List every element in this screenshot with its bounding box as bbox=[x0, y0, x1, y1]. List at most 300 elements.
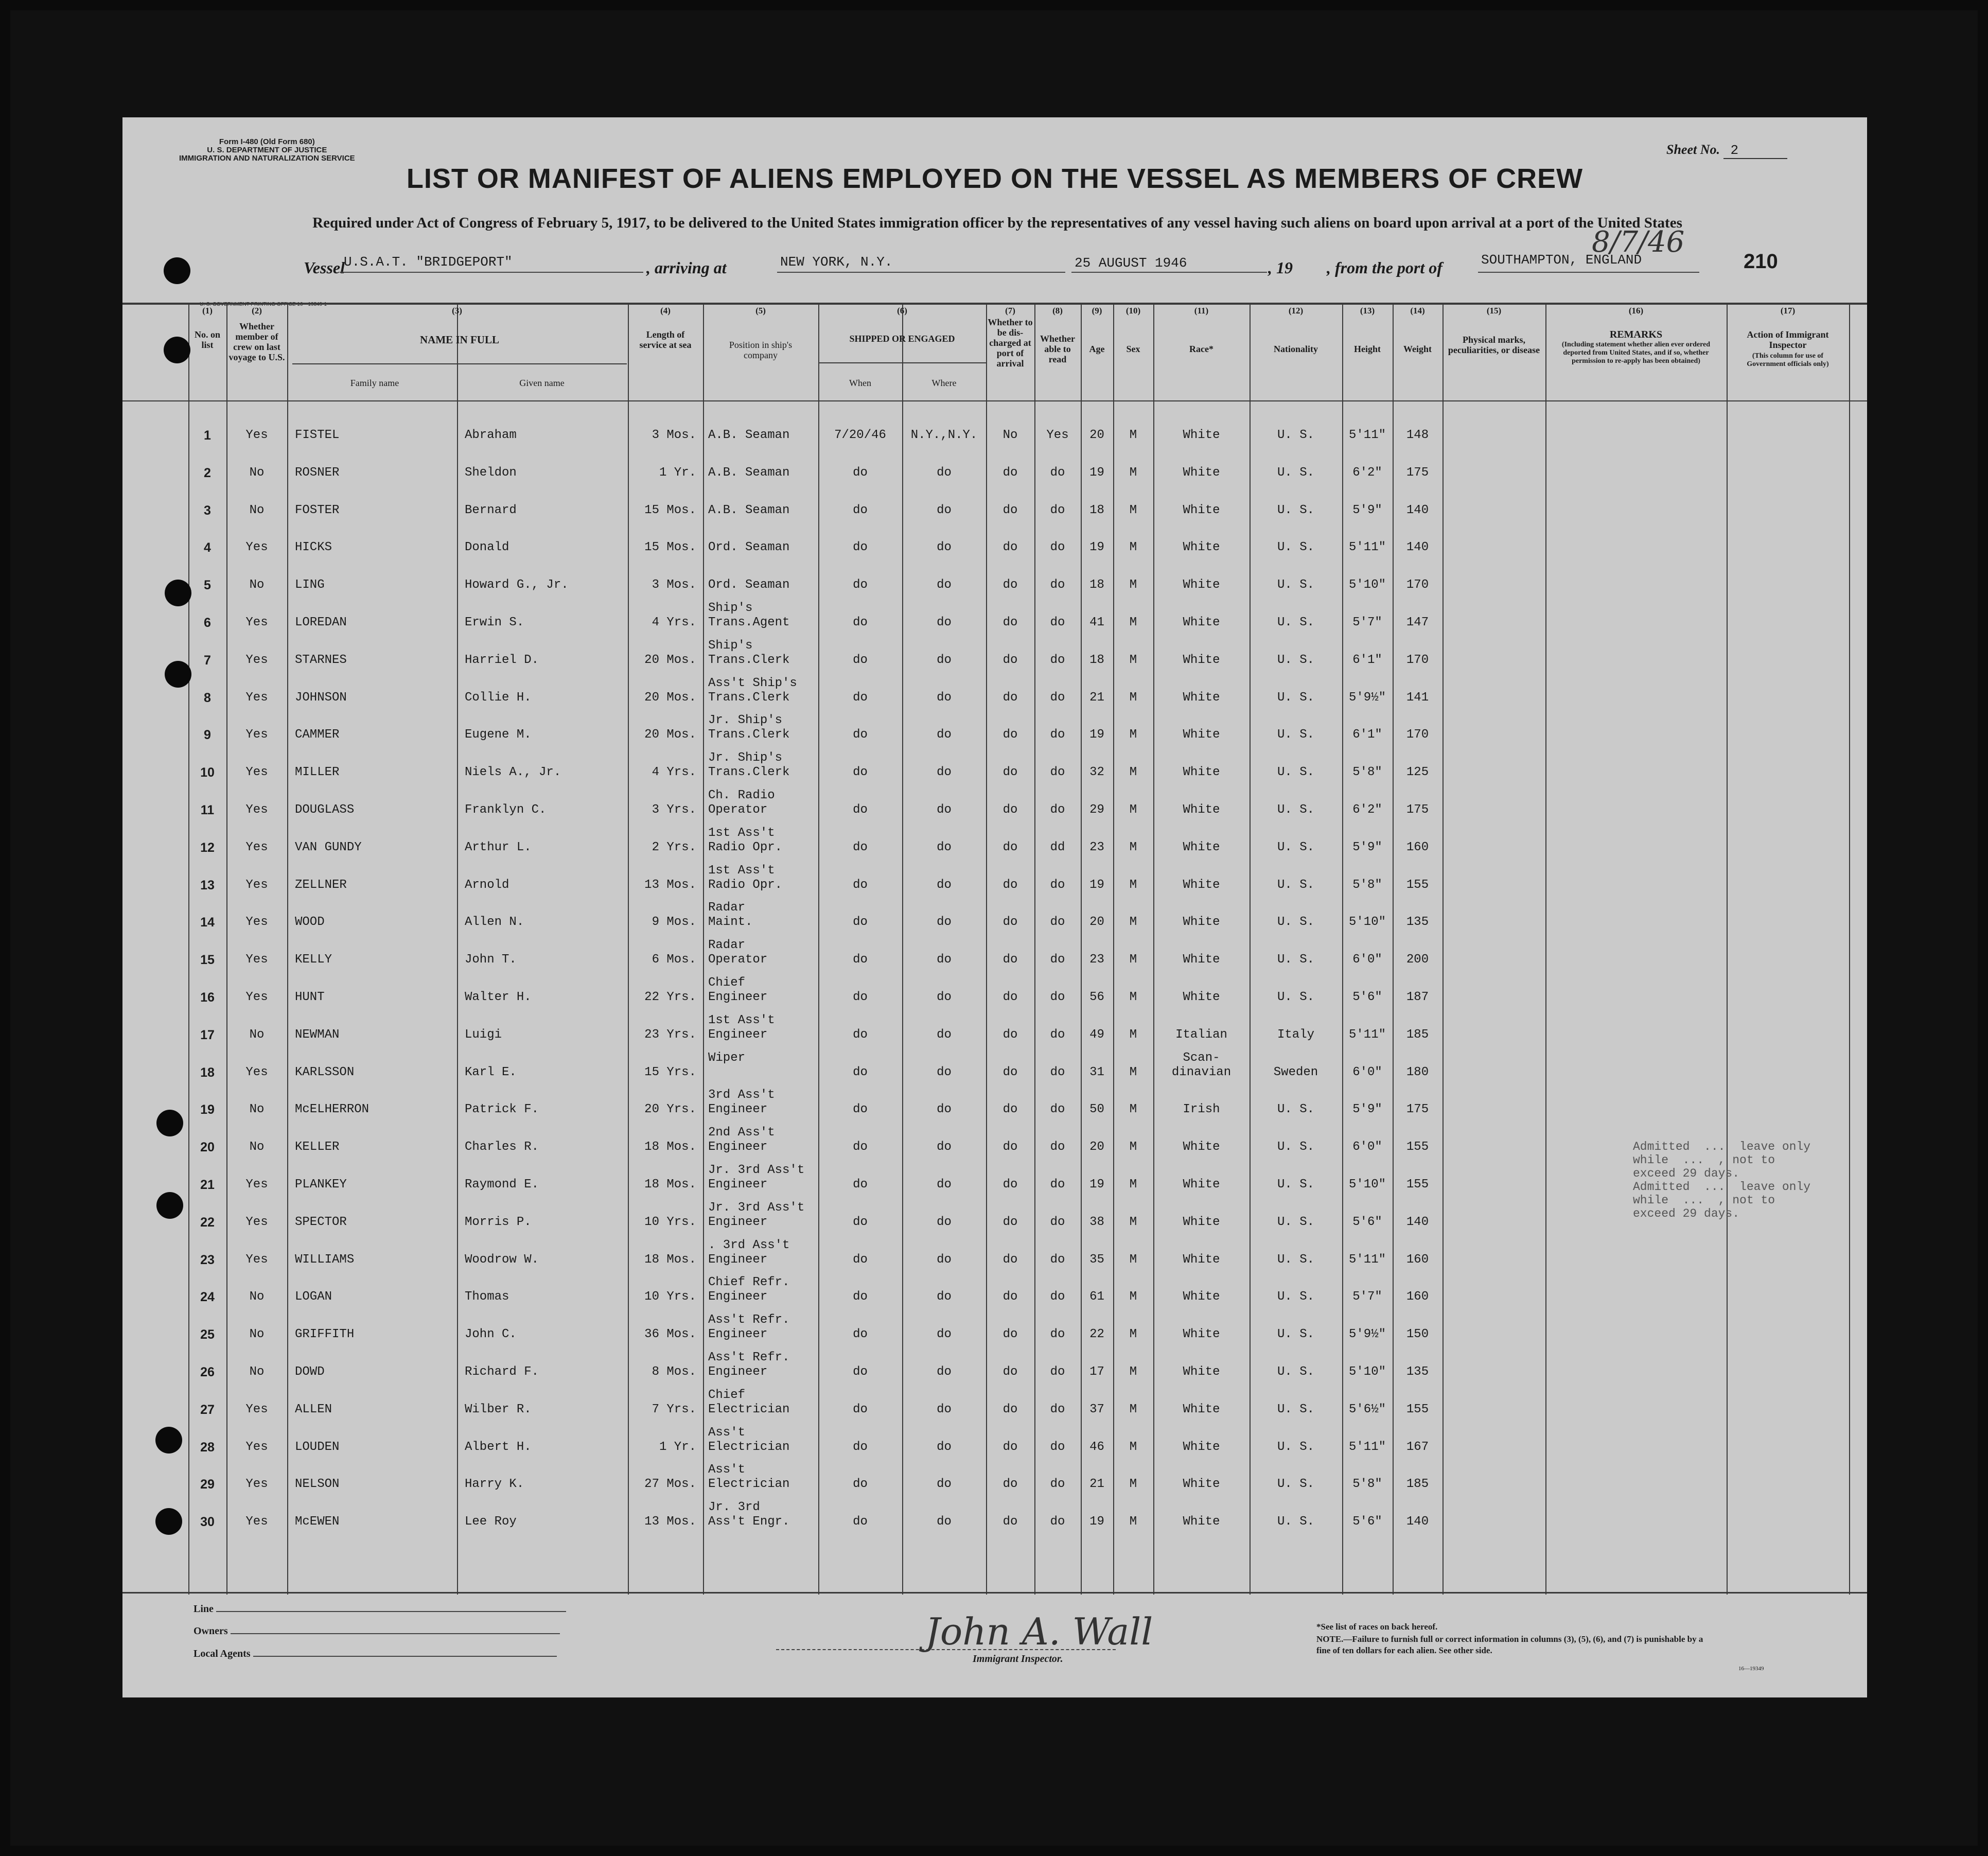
height: 5'6" bbox=[1352, 1515, 1382, 1529]
height: 5'7" bbox=[1352, 1290, 1382, 1304]
given-name: Raymond E. bbox=[465, 1178, 539, 1192]
height: 6'0" bbox=[1352, 953, 1382, 967]
discharged: do bbox=[1002, 953, 1018, 967]
shipped-when: do bbox=[853, 465, 868, 480]
given-name: Patrick F. bbox=[465, 1102, 539, 1117]
able-to-read: do bbox=[1050, 540, 1065, 555]
table-row bbox=[122, 1088, 1867, 1125]
shipped-when: do bbox=[853, 765, 868, 780]
row-number: 14 bbox=[200, 915, 215, 930]
col-head-action: Action of Immigrant Inspector bbox=[1747, 329, 1829, 350]
race-line2: Italian bbox=[1175, 1027, 1227, 1042]
nationality: U. S. bbox=[1277, 503, 1314, 517]
race-line2: White bbox=[1183, 1327, 1220, 1342]
able-to-read: do bbox=[1050, 1290, 1065, 1304]
age: 19 bbox=[1089, 1178, 1104, 1192]
race-line2: Irish bbox=[1183, 1102, 1220, 1117]
given-name: Richard F. bbox=[465, 1365, 539, 1379]
position-line2: Engineer bbox=[708, 990, 768, 1004]
age: 41 bbox=[1089, 616, 1104, 629]
service-length: 18 Mos. bbox=[644, 1252, 696, 1267]
shipped-where: do bbox=[937, 465, 952, 480]
table-row bbox=[122, 938, 1867, 975]
col-head-no: No. on list bbox=[194, 329, 220, 350]
position-line2: Engineer bbox=[708, 1215, 768, 1229]
service-length: 22 Yrs. bbox=[644, 990, 696, 1004]
position-line2: Ord. Seaman bbox=[708, 578, 790, 592]
table-row bbox=[122, 451, 1867, 488]
able-to-read: do bbox=[1050, 1365, 1065, 1379]
given-name: Lee Roy bbox=[465, 1515, 517, 1529]
nationality: U. S. bbox=[1277, 653, 1314, 667]
page-title: LIST OR MANIFEST OF ALIENS EMPLOYED ON THE VESSEL AS MEMBERS OF CREW bbox=[406, 163, 1584, 194]
height: 5'11" bbox=[1348, 1027, 1386, 1042]
nationality: U. S. bbox=[1277, 953, 1314, 967]
position-line1: Radar bbox=[708, 901, 746, 915]
col-num-14: (14) bbox=[1410, 306, 1425, 316]
col-head-height: Height bbox=[1354, 344, 1381, 354]
sheet-value: 2 bbox=[1723, 143, 1787, 159]
position-line1: 1st Ass't bbox=[708, 826, 775, 840]
punch-hole bbox=[156, 1110, 183, 1136]
nationality: U. S. bbox=[1277, 616, 1314, 629]
sex: M bbox=[1129, 653, 1137, 667]
height: 5'6" bbox=[1352, 1215, 1382, 1229]
prev-voyage: No bbox=[249, 578, 265, 592]
shipped-when: do bbox=[853, 1327, 868, 1342]
form-service: IMMIGRATION AND NATURALIZATION SERVICE bbox=[179, 154, 355, 163]
height: 5'9" bbox=[1352, 1102, 1382, 1117]
height: 5'9" bbox=[1352, 503, 1382, 517]
weight: 185 bbox=[1406, 1477, 1429, 1492]
position-line1: Radar bbox=[708, 938, 746, 953]
shipped-where: do bbox=[937, 728, 952, 742]
position-line2: Engineer bbox=[708, 1327, 768, 1342]
sex: M bbox=[1129, 465, 1137, 480]
position-line1: Ship's bbox=[708, 638, 753, 653]
sex: M bbox=[1129, 1402, 1137, 1416]
position-line1: Ship's bbox=[708, 601, 753, 615]
age: 35 bbox=[1089, 1252, 1104, 1267]
row-number: 21 bbox=[200, 1178, 215, 1192]
penalty-note: NOTE.—Failure to furnish full or correct information in columns (3), (5), (6), and (7) is punishable by a fine of ten dollars for each alien. See other side. bbox=[1316, 1634, 1703, 1655]
nationality: U. S. bbox=[1277, 1327, 1314, 1342]
prev-voyage: Yes bbox=[245, 990, 268, 1004]
punch-hole bbox=[155, 1508, 182, 1535]
given-name: Harry K. bbox=[465, 1477, 524, 1492]
shipped-where: do bbox=[937, 578, 952, 592]
prev-voyage: Yes bbox=[245, 1515, 268, 1529]
age: 17 bbox=[1089, 1365, 1104, 1379]
weight: 150 bbox=[1406, 1327, 1429, 1342]
shipped-when: do bbox=[853, 1102, 868, 1117]
height: 6'2" bbox=[1352, 803, 1382, 817]
age: 29 bbox=[1089, 803, 1104, 817]
able-to-read: Yes bbox=[1046, 428, 1069, 442]
age: 23 bbox=[1089, 840, 1104, 854]
family-name: PLANKEY bbox=[295, 1178, 347, 1192]
col-head-read: Whether able to read bbox=[1040, 334, 1075, 364]
discharged: No bbox=[1002, 428, 1018, 442]
position-line2: Radio Opr. bbox=[708, 840, 783, 854]
shipped-when: do bbox=[853, 1477, 868, 1492]
shipped-when: do bbox=[853, 728, 868, 742]
nationality: U. S. bbox=[1277, 1515, 1314, 1529]
height: 5'11" bbox=[1348, 428, 1386, 442]
position-line1: 1st Ass't bbox=[708, 1013, 775, 1027]
inspector-label: Immigrant Inspector. bbox=[973, 1653, 1063, 1665]
nationality: U. S. bbox=[1277, 1252, 1314, 1267]
table-row bbox=[122, 713, 1867, 750]
service-length: 9 Mos. bbox=[652, 915, 696, 930]
shipped-where: N.Y.,N.Y. bbox=[910, 428, 978, 442]
discharged: do bbox=[1002, 840, 1018, 854]
shipped-where: do bbox=[937, 1477, 952, 1492]
shipped-where: do bbox=[937, 1252, 952, 1267]
shipped-when: do bbox=[853, 1440, 868, 1454]
position-line2: Electrician bbox=[708, 1440, 790, 1454]
table-row bbox=[122, 1425, 1867, 1463]
row-number: 25 bbox=[200, 1327, 215, 1342]
age: 20 bbox=[1089, 915, 1104, 930]
height: 5'6" bbox=[1352, 990, 1382, 1004]
shipped-where: do bbox=[937, 1515, 952, 1529]
discharged: do bbox=[1002, 1440, 1018, 1454]
given-name: John T. bbox=[465, 953, 517, 967]
col-num-3: (3) bbox=[452, 306, 462, 316]
sex: M bbox=[1129, 1140, 1137, 1154]
col-num-11: (11) bbox=[1194, 306, 1209, 316]
nationality: U. S. bbox=[1277, 765, 1314, 780]
position-line2: Engineer bbox=[708, 1027, 768, 1042]
service-length: 1 Yr. bbox=[659, 1440, 696, 1454]
col-head-given: Given name bbox=[519, 378, 565, 388]
shipped-where: do bbox=[937, 540, 952, 555]
sex: M bbox=[1129, 1515, 1137, 1529]
shipped-where: do bbox=[937, 1065, 952, 1079]
prev-voyage: Yes bbox=[245, 1402, 268, 1416]
weight: 140 bbox=[1406, 1515, 1429, 1529]
race-line2: White bbox=[1183, 578, 1220, 592]
family-name: NEWMAN bbox=[295, 1027, 340, 1042]
col-num-12: (12) bbox=[1288, 306, 1304, 316]
height: 5'6½" bbox=[1348, 1402, 1386, 1416]
position-line2: Electrician bbox=[708, 1477, 790, 1492]
nationality: U. S. bbox=[1277, 1290, 1314, 1304]
shipped-where: do bbox=[937, 915, 952, 930]
shipped-where: do bbox=[937, 840, 952, 854]
height: 5'11" bbox=[1348, 1252, 1386, 1267]
weight: 141 bbox=[1406, 690, 1429, 705]
shipped-where: do bbox=[937, 653, 952, 667]
service-length: 1 Yr. bbox=[659, 465, 696, 480]
sex: M bbox=[1129, 503, 1137, 517]
given-name: Allen N. bbox=[465, 915, 524, 930]
prev-voyage: Yes bbox=[245, 1178, 268, 1192]
nationality: U. S. bbox=[1277, 840, 1314, 854]
family-name: HICKS bbox=[295, 540, 332, 555]
discharged: do bbox=[1002, 990, 1018, 1004]
col-head-sex: Sex bbox=[1126, 344, 1140, 354]
row-number: 20 bbox=[200, 1140, 215, 1155]
able-to-read: do bbox=[1050, 1102, 1065, 1117]
height: 6'0" bbox=[1352, 1065, 1382, 1079]
table-row bbox=[122, 601, 1867, 638]
shipped-when: do bbox=[853, 540, 868, 555]
sex: M bbox=[1129, 1365, 1137, 1379]
nationality: U. S. bbox=[1277, 465, 1314, 480]
punch-hole bbox=[165, 580, 191, 606]
service-length: 20 Yrs. bbox=[644, 1102, 696, 1117]
family-name: FISTEL bbox=[295, 428, 340, 442]
able-to-read: do bbox=[1050, 1440, 1065, 1454]
race-line2: dinavian bbox=[1171, 1065, 1231, 1079]
age: 23 bbox=[1089, 953, 1104, 967]
discharged: do bbox=[1002, 1065, 1018, 1079]
from-port: SOUTHAMPTON, ENGLAND bbox=[1481, 252, 1642, 268]
prev-voyage: Yes bbox=[245, 1477, 268, 1492]
position-line1: Wiper bbox=[708, 1050, 746, 1065]
race-line2: White bbox=[1183, 1178, 1220, 1192]
sex: M bbox=[1129, 1440, 1137, 1454]
col-num-1: (1) bbox=[202, 306, 213, 316]
col-head-shipped: SHIPPED OR ENGAGED bbox=[849, 334, 955, 344]
age: 21 bbox=[1089, 1477, 1104, 1492]
form-department: U. S. DEPARTMENT OF JUSTICE bbox=[207, 146, 327, 154]
discharged: do bbox=[1002, 616, 1018, 629]
sex: M bbox=[1129, 1027, 1137, 1042]
service-length: 18 Mos. bbox=[644, 1178, 696, 1192]
discharged: do bbox=[1002, 1140, 1018, 1154]
shipped-when: do bbox=[853, 690, 868, 705]
arriving-port: NEW YORK, N.Y. bbox=[780, 254, 893, 270]
position-line2: Ass't Engr. bbox=[708, 1515, 790, 1529]
weight: 155 bbox=[1406, 1140, 1429, 1154]
sex: M bbox=[1129, 616, 1137, 629]
row-number: 18 bbox=[200, 1065, 215, 1080]
race-line2: White bbox=[1183, 1215, 1220, 1229]
row-number: 2 bbox=[204, 465, 211, 480]
table-row bbox=[122, 1312, 1867, 1350]
sex: M bbox=[1129, 1252, 1137, 1267]
weight: 155 bbox=[1406, 1178, 1429, 1192]
shipped-where: do bbox=[937, 1102, 952, 1117]
family-name: JOHNSON bbox=[295, 690, 347, 705]
able-to-read: do bbox=[1050, 503, 1065, 517]
given-name: Arnold bbox=[465, 878, 509, 892]
given-name: Abraham bbox=[465, 428, 517, 442]
service-length: 23 Yrs. bbox=[644, 1027, 696, 1042]
race-line2: White bbox=[1183, 465, 1220, 480]
family-name: VAN GUNDY bbox=[295, 840, 362, 854]
height: 5'9" bbox=[1352, 840, 1382, 854]
race-line2: White bbox=[1183, 540, 1220, 555]
discharged: do bbox=[1002, 1252, 1018, 1267]
table-row bbox=[122, 1050, 1867, 1088]
discharged: do bbox=[1002, 1365, 1018, 1379]
position-line2: Trans.Clerk bbox=[708, 765, 790, 780]
service-length: 3 Mos. bbox=[652, 578, 696, 592]
discharged: do bbox=[1002, 540, 1018, 555]
position-line1: Ass't Refr. bbox=[708, 1351, 790, 1364]
able-to-read: do bbox=[1050, 1215, 1065, 1229]
age: 19 bbox=[1089, 540, 1104, 555]
position-line2: Engineer bbox=[708, 1365, 768, 1379]
table-row bbox=[122, 863, 1867, 901]
shipped-where: do bbox=[937, 1290, 952, 1304]
position-line1: Jr. Ship's bbox=[708, 713, 783, 728]
table-row bbox=[122, 750, 1867, 788]
family-name: KELLY bbox=[295, 953, 332, 967]
service-length: 4 Yrs. bbox=[652, 765, 696, 780]
shipped-when: do bbox=[853, 1365, 868, 1379]
col-head-nationality: Nationality bbox=[1273, 344, 1318, 354]
position-line1: 3rd Ass't bbox=[708, 1088, 775, 1102]
position-line2: Electrician bbox=[708, 1402, 790, 1416]
sex: M bbox=[1129, 1178, 1137, 1192]
page-subtitle: Required under Act of Congress of February 5, 1917, to be delivered to the United States immigration officer by the representatives of any vessel having such aliens on board upon arrival at a port of the United States bbox=[312, 215, 1682, 231]
shipped-when: do bbox=[853, 915, 868, 930]
shipped-where: do bbox=[937, 1402, 952, 1416]
position-line1: . 3rd Ass't bbox=[708, 1238, 790, 1252]
punch-hole bbox=[164, 337, 190, 363]
age: 19 bbox=[1089, 1515, 1104, 1529]
given-name: Collie H. bbox=[465, 690, 532, 705]
footer-owners bbox=[193, 1625, 560, 1637]
row-number: 5 bbox=[204, 578, 211, 593]
prev-voyage: Yes bbox=[245, 840, 268, 854]
position-line1: Jr. 3rd Ass't bbox=[708, 1163, 805, 1177]
position-line2: Ord. Seaman bbox=[708, 540, 790, 555]
race-line2: White bbox=[1183, 653, 1220, 667]
discharged: do bbox=[1002, 728, 1018, 742]
able-to-read: do bbox=[1050, 915, 1065, 930]
prev-voyage: Yes bbox=[245, 1215, 268, 1229]
shipped-where: do bbox=[937, 990, 952, 1004]
col-head-service: Length of service at sea bbox=[639, 329, 692, 350]
able-to-read: do bbox=[1050, 578, 1065, 592]
prev-voyage: No bbox=[249, 1140, 265, 1154]
given-name: Niels A., Jr. bbox=[465, 765, 561, 780]
given-name: Arthur L. bbox=[465, 840, 532, 854]
race-line2: White bbox=[1183, 1365, 1220, 1379]
nationality: U. S. bbox=[1277, 728, 1314, 742]
footer-line bbox=[193, 1603, 566, 1615]
prev-voyage: Yes bbox=[245, 428, 268, 442]
weight: 125 bbox=[1406, 765, 1429, 780]
shipped-when: do bbox=[853, 1290, 868, 1304]
shipped-where: do bbox=[937, 690, 952, 705]
col-num-6: (6) bbox=[897, 306, 907, 316]
given-name: Sheldon bbox=[465, 465, 517, 480]
race-line2: White bbox=[1183, 803, 1220, 817]
col-head-when: When bbox=[849, 378, 871, 388]
table-row bbox=[122, 413, 1867, 451]
weight: 140 bbox=[1406, 1215, 1429, 1229]
height: 5'7" bbox=[1352, 616, 1382, 629]
able-to-read: do bbox=[1050, 728, 1065, 742]
service-length: 6 Mos. bbox=[652, 953, 696, 967]
sex: M bbox=[1129, 1477, 1137, 1492]
position-line1: Jr. 3rd Ass't bbox=[708, 1200, 805, 1215]
position-line2: Trans.Clerk bbox=[708, 653, 790, 667]
sex: M bbox=[1129, 953, 1137, 967]
prev-voyage: No bbox=[249, 503, 265, 517]
discharged: do bbox=[1002, 1178, 1018, 1192]
weight: 135 bbox=[1406, 915, 1429, 930]
position-line2: Trans.Agent bbox=[708, 616, 790, 629]
able-to-read: do bbox=[1050, 1065, 1065, 1079]
printing-office: U. S. GOVERNMENT PRINTING OFFICE 16—19349-1 bbox=[200, 302, 327, 307]
prev-voyage: Yes bbox=[245, 690, 268, 705]
family-name: CAMMER bbox=[295, 728, 340, 742]
position-line1: Chief bbox=[708, 976, 746, 990]
table-row bbox=[122, 788, 1867, 826]
family-name: MILLER bbox=[295, 765, 340, 780]
sex: M bbox=[1129, 1215, 1137, 1229]
height: 5'11" bbox=[1348, 540, 1386, 555]
given-name: Wilber R. bbox=[465, 1402, 532, 1416]
table-row bbox=[122, 1275, 1867, 1312]
manifest-sheet bbox=[122, 117, 1867, 1697]
weight: 135 bbox=[1406, 1365, 1429, 1379]
service-length: 7 Yrs. bbox=[652, 1402, 696, 1416]
shipped-when: do bbox=[853, 1178, 868, 1192]
prev-voyage: Yes bbox=[245, 540, 268, 555]
table-row bbox=[122, 1200, 1867, 1238]
given-name: Woodrow W. bbox=[465, 1252, 539, 1267]
able-to-read: do bbox=[1050, 1477, 1065, 1492]
family-name: NELSON bbox=[295, 1477, 340, 1492]
discharged: do bbox=[1002, 765, 1018, 780]
col-head-physical: Physical marks, peculiarities, or disease bbox=[1448, 335, 1540, 355]
punch-hole bbox=[164, 257, 190, 284]
col-head-race: Race* bbox=[1189, 344, 1213, 354]
discharged: do bbox=[1002, 1215, 1018, 1229]
position-line2: Maint. bbox=[708, 915, 753, 930]
sex: M bbox=[1129, 728, 1137, 742]
arrival-date: 25 AUGUST 1946 bbox=[1075, 255, 1187, 271]
sheet-number bbox=[1666, 142, 1787, 159]
height: 5'9½" bbox=[1348, 690, 1386, 705]
table-row bbox=[122, 826, 1867, 863]
weight: 187 bbox=[1406, 990, 1429, 1004]
race-line2: White bbox=[1183, 1290, 1220, 1304]
height: 5'10" bbox=[1348, 1178, 1386, 1192]
given-name: Albert H. bbox=[465, 1440, 532, 1454]
table-row bbox=[122, 1350, 1867, 1388]
discharged: do bbox=[1002, 1027, 1018, 1042]
shipped-where: do bbox=[937, 1140, 952, 1154]
shipped-where: do bbox=[937, 1215, 952, 1229]
able-to-read: do bbox=[1050, 1327, 1065, 1342]
row-number: 28 bbox=[200, 1440, 215, 1455]
service-length: 15 Yrs. bbox=[644, 1065, 696, 1079]
position-line1: Chief bbox=[708, 1388, 746, 1402]
nationality: U. S. bbox=[1277, 1140, 1314, 1154]
col-num-8: (8) bbox=[1052, 306, 1063, 316]
col-head-position: Position in ship's company bbox=[729, 340, 793, 360]
nationality: U. S. bbox=[1277, 1402, 1314, 1416]
row-number: 29 bbox=[200, 1477, 215, 1492]
col-head-remarks-note: (Including statement whether alien ever ordered deported from United States, and if so, whether permission to re-apply has been obtained) bbox=[1561, 341, 1711, 365]
position-line2: Radio Opr. bbox=[708, 878, 783, 892]
table-row bbox=[122, 1462, 1867, 1500]
discharged: do bbox=[1002, 578, 1018, 592]
position-line1: Ass't Refr. bbox=[708, 1313, 790, 1327]
weight: 148 bbox=[1406, 428, 1429, 442]
inspector-signature: John A. Wall bbox=[925, 1610, 1153, 1653]
